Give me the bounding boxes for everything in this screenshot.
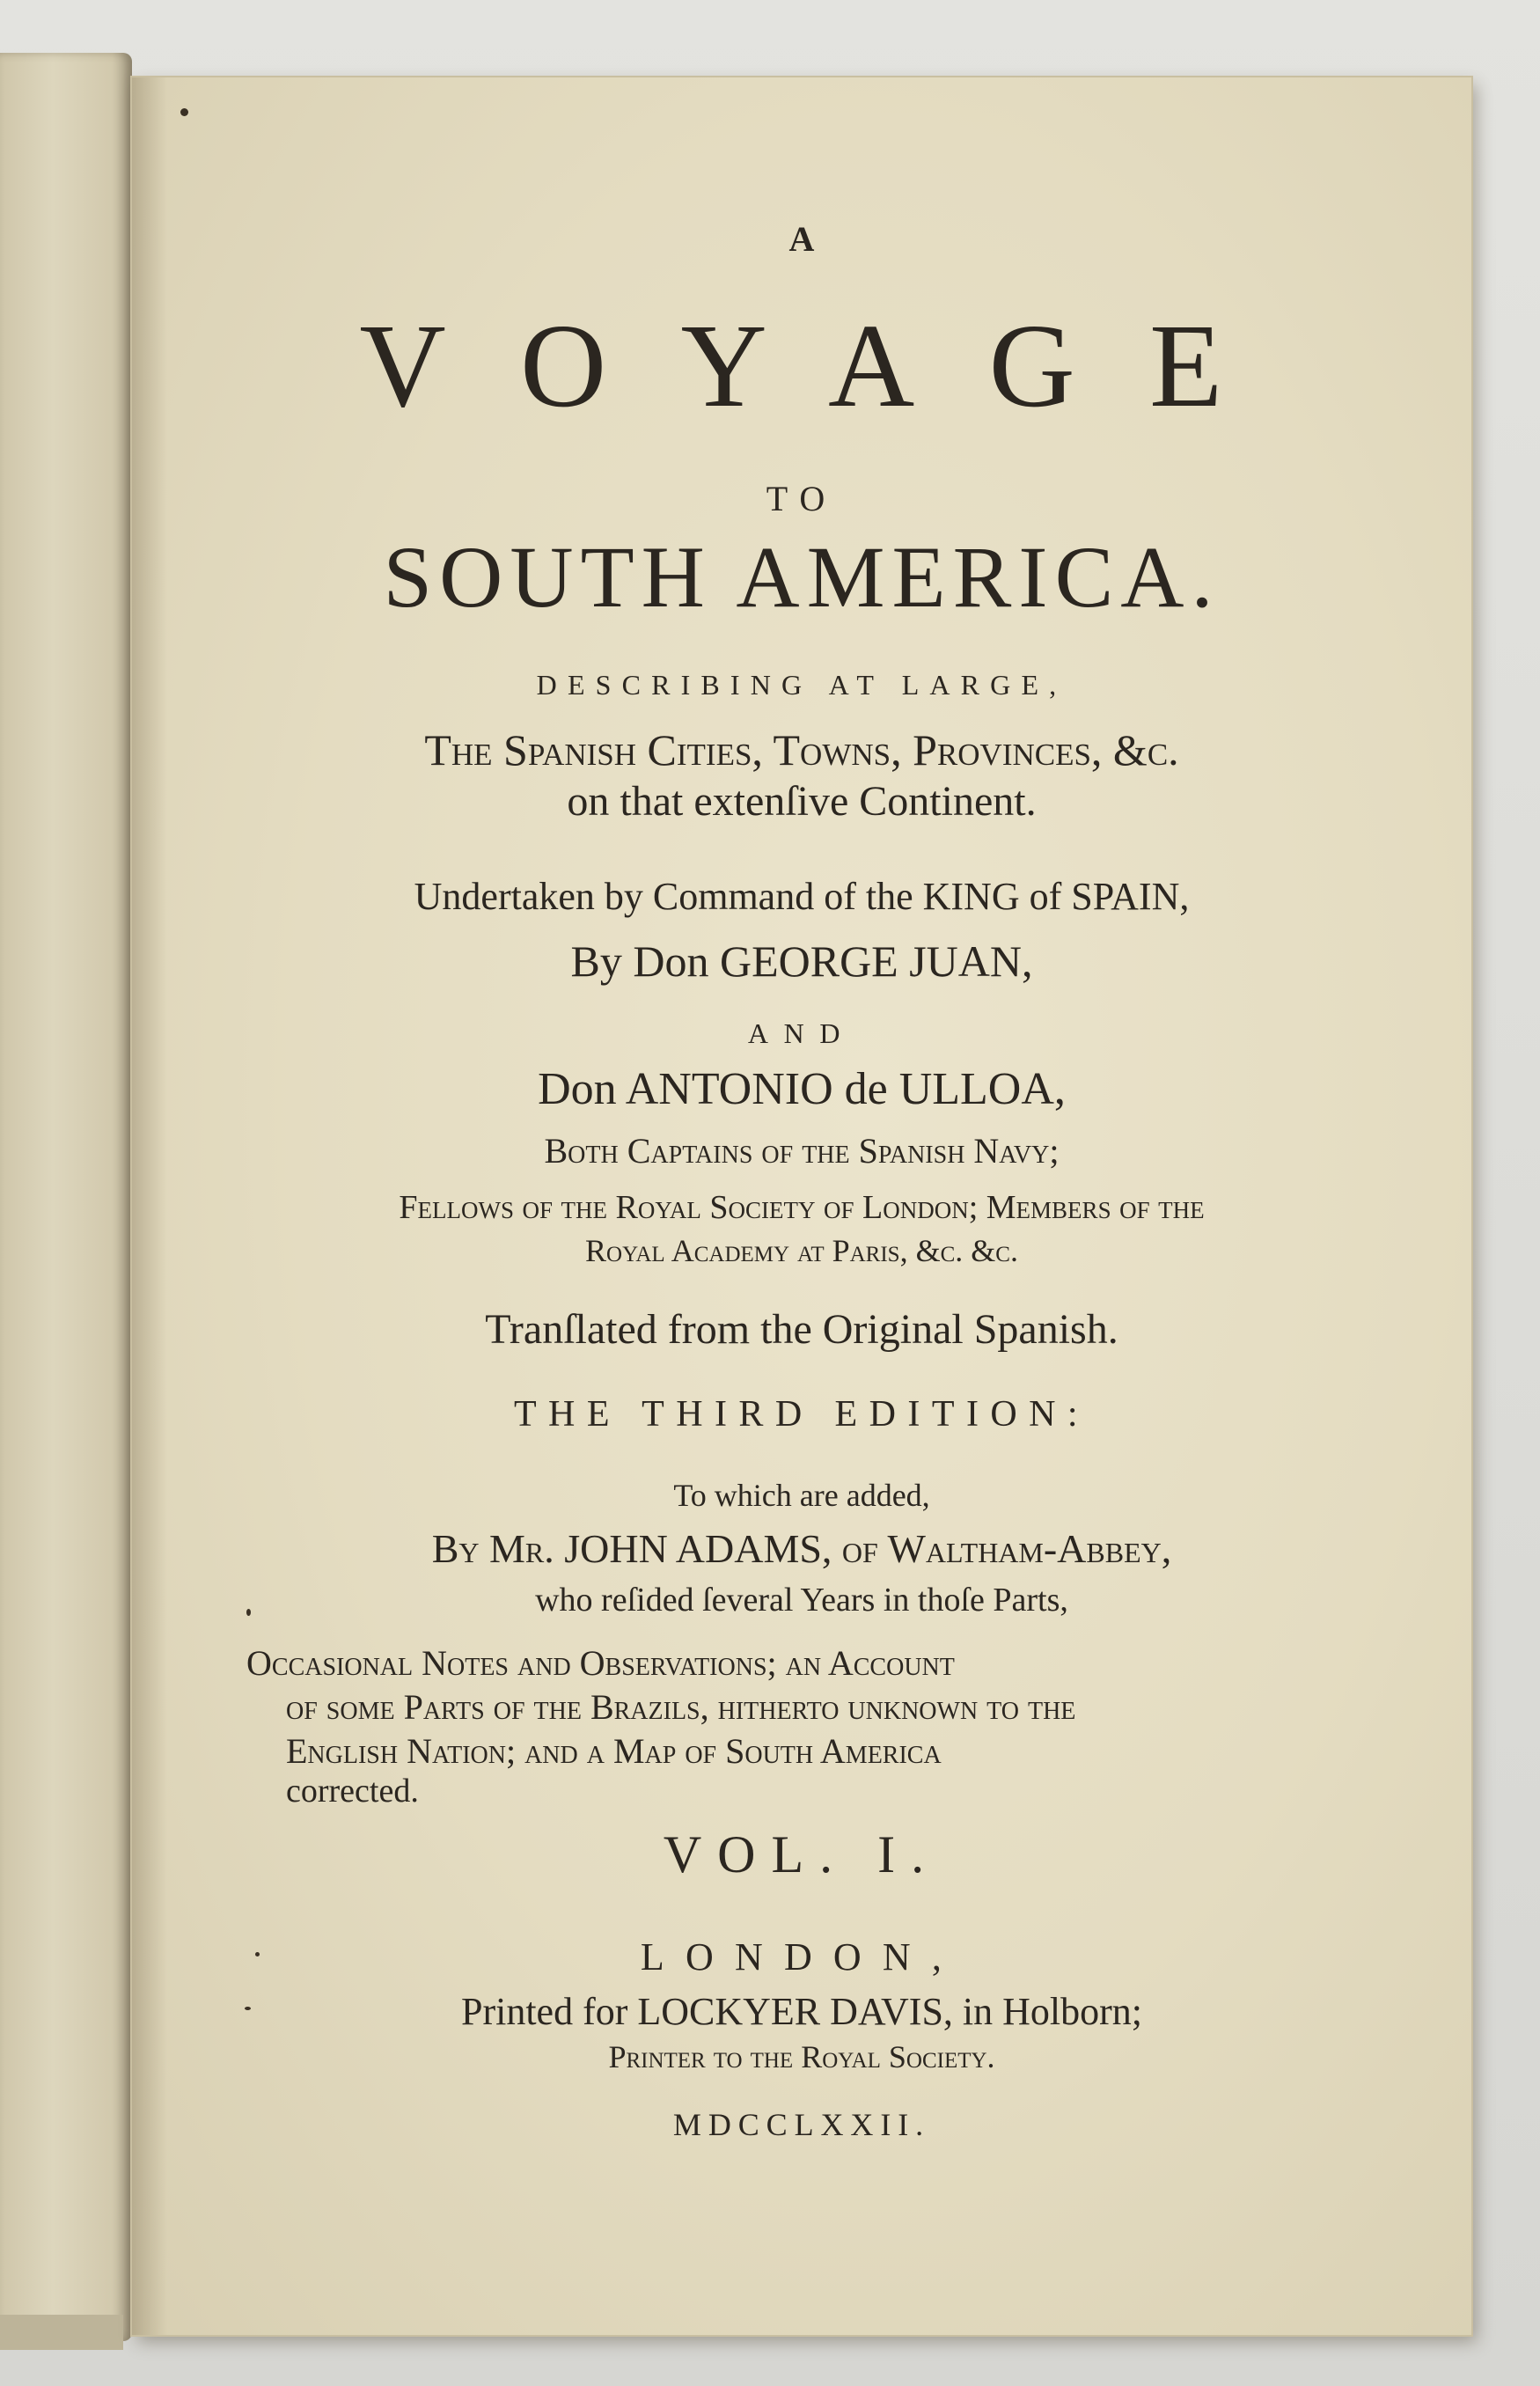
- fellows-line: Fellows of the Royal Society of London; Members of the: [399, 1189, 1205, 1226]
- title-voyage: VOYAGE: [359, 300, 1297, 432]
- book-cover-edge: [0, 2315, 123, 2350]
- brazils-line: of ſome Parts of the Brazils, hitherto unknown to the: [286, 1687, 1076, 1727]
- foxing-speck: [245, 2007, 251, 2010]
- translated-line: Tranſlated from the Original Spanish.: [485, 1306, 1118, 1353]
- foxing-speck: [246, 1609, 251, 1616]
- captains-line: Both Captains of the Spanish Navy;: [544, 1131, 1060, 1171]
- title-page: [132, 77, 1471, 2335]
- subtitle-continent: on that extenſive Continent.: [567, 778, 1037, 825]
- previous-page-edge: [0, 53, 132, 2341]
- volume-line: VOL. I.: [663, 1825, 941, 1883]
- john-adams-line: By Mr. JOHN ADAMS, of Waltham-Abbey,: [431, 1526, 1172, 1571]
- corrected-line: corrected.: [286, 1773, 419, 1810]
- article-a: A: [788, 219, 815, 259]
- imprint-printed-for: Printed for LOCKYER DAVIS, in Holborn;: [460, 1990, 1143, 2033]
- title-south-america: SOUTH AMERICA.: [383, 528, 1221, 626]
- author-antonio-de-ulloa: Don ANTONIO de ULLOA,: [538, 1064, 1066, 1114]
- foxing-speck: [255, 1952, 260, 1957]
- subtitle-cities: The Spanish Cities, Towns, Provinces, &c.: [424, 725, 1179, 775]
- edition-line: THE THIRD EDITION:: [513, 1394, 1090, 1435]
- academy-line: Royal Academy at Paris, &c. &c.: [585, 1233, 1018, 1268]
- resided-line: who reſided ſeveral Years in thoſe Parts,: [535, 1582, 1068, 1619]
- author-george-juan: By Don GEORGE JUAN,: [570, 936, 1033, 986]
- title-to: TO: [766, 479, 838, 518]
- imprint-date: MDCCLXXII.: [672, 2107, 931, 2142]
- subtitle-describing: DESCRIBING AT LARGE,: [536, 669, 1067, 701]
- undertaken-line: Undertaken by Command of the KING of SPAIN,: [414, 875, 1190, 918]
- foxing-speck: [180, 108, 188, 116]
- english-nation-line: English Nation; and a Map of South America: [286, 1731, 942, 1771]
- imprint-london: LONDON,: [640, 1935, 964, 1979]
- notes-line: Occasional Notes and Observations; an Account: [246, 1643, 955, 1683]
- added-line: To which are added,: [673, 1478, 930, 1513]
- and-separator: AND: [747, 1017, 856, 1049]
- imprint-printer: Printer to the Royal Society.: [608, 2039, 995, 2074]
